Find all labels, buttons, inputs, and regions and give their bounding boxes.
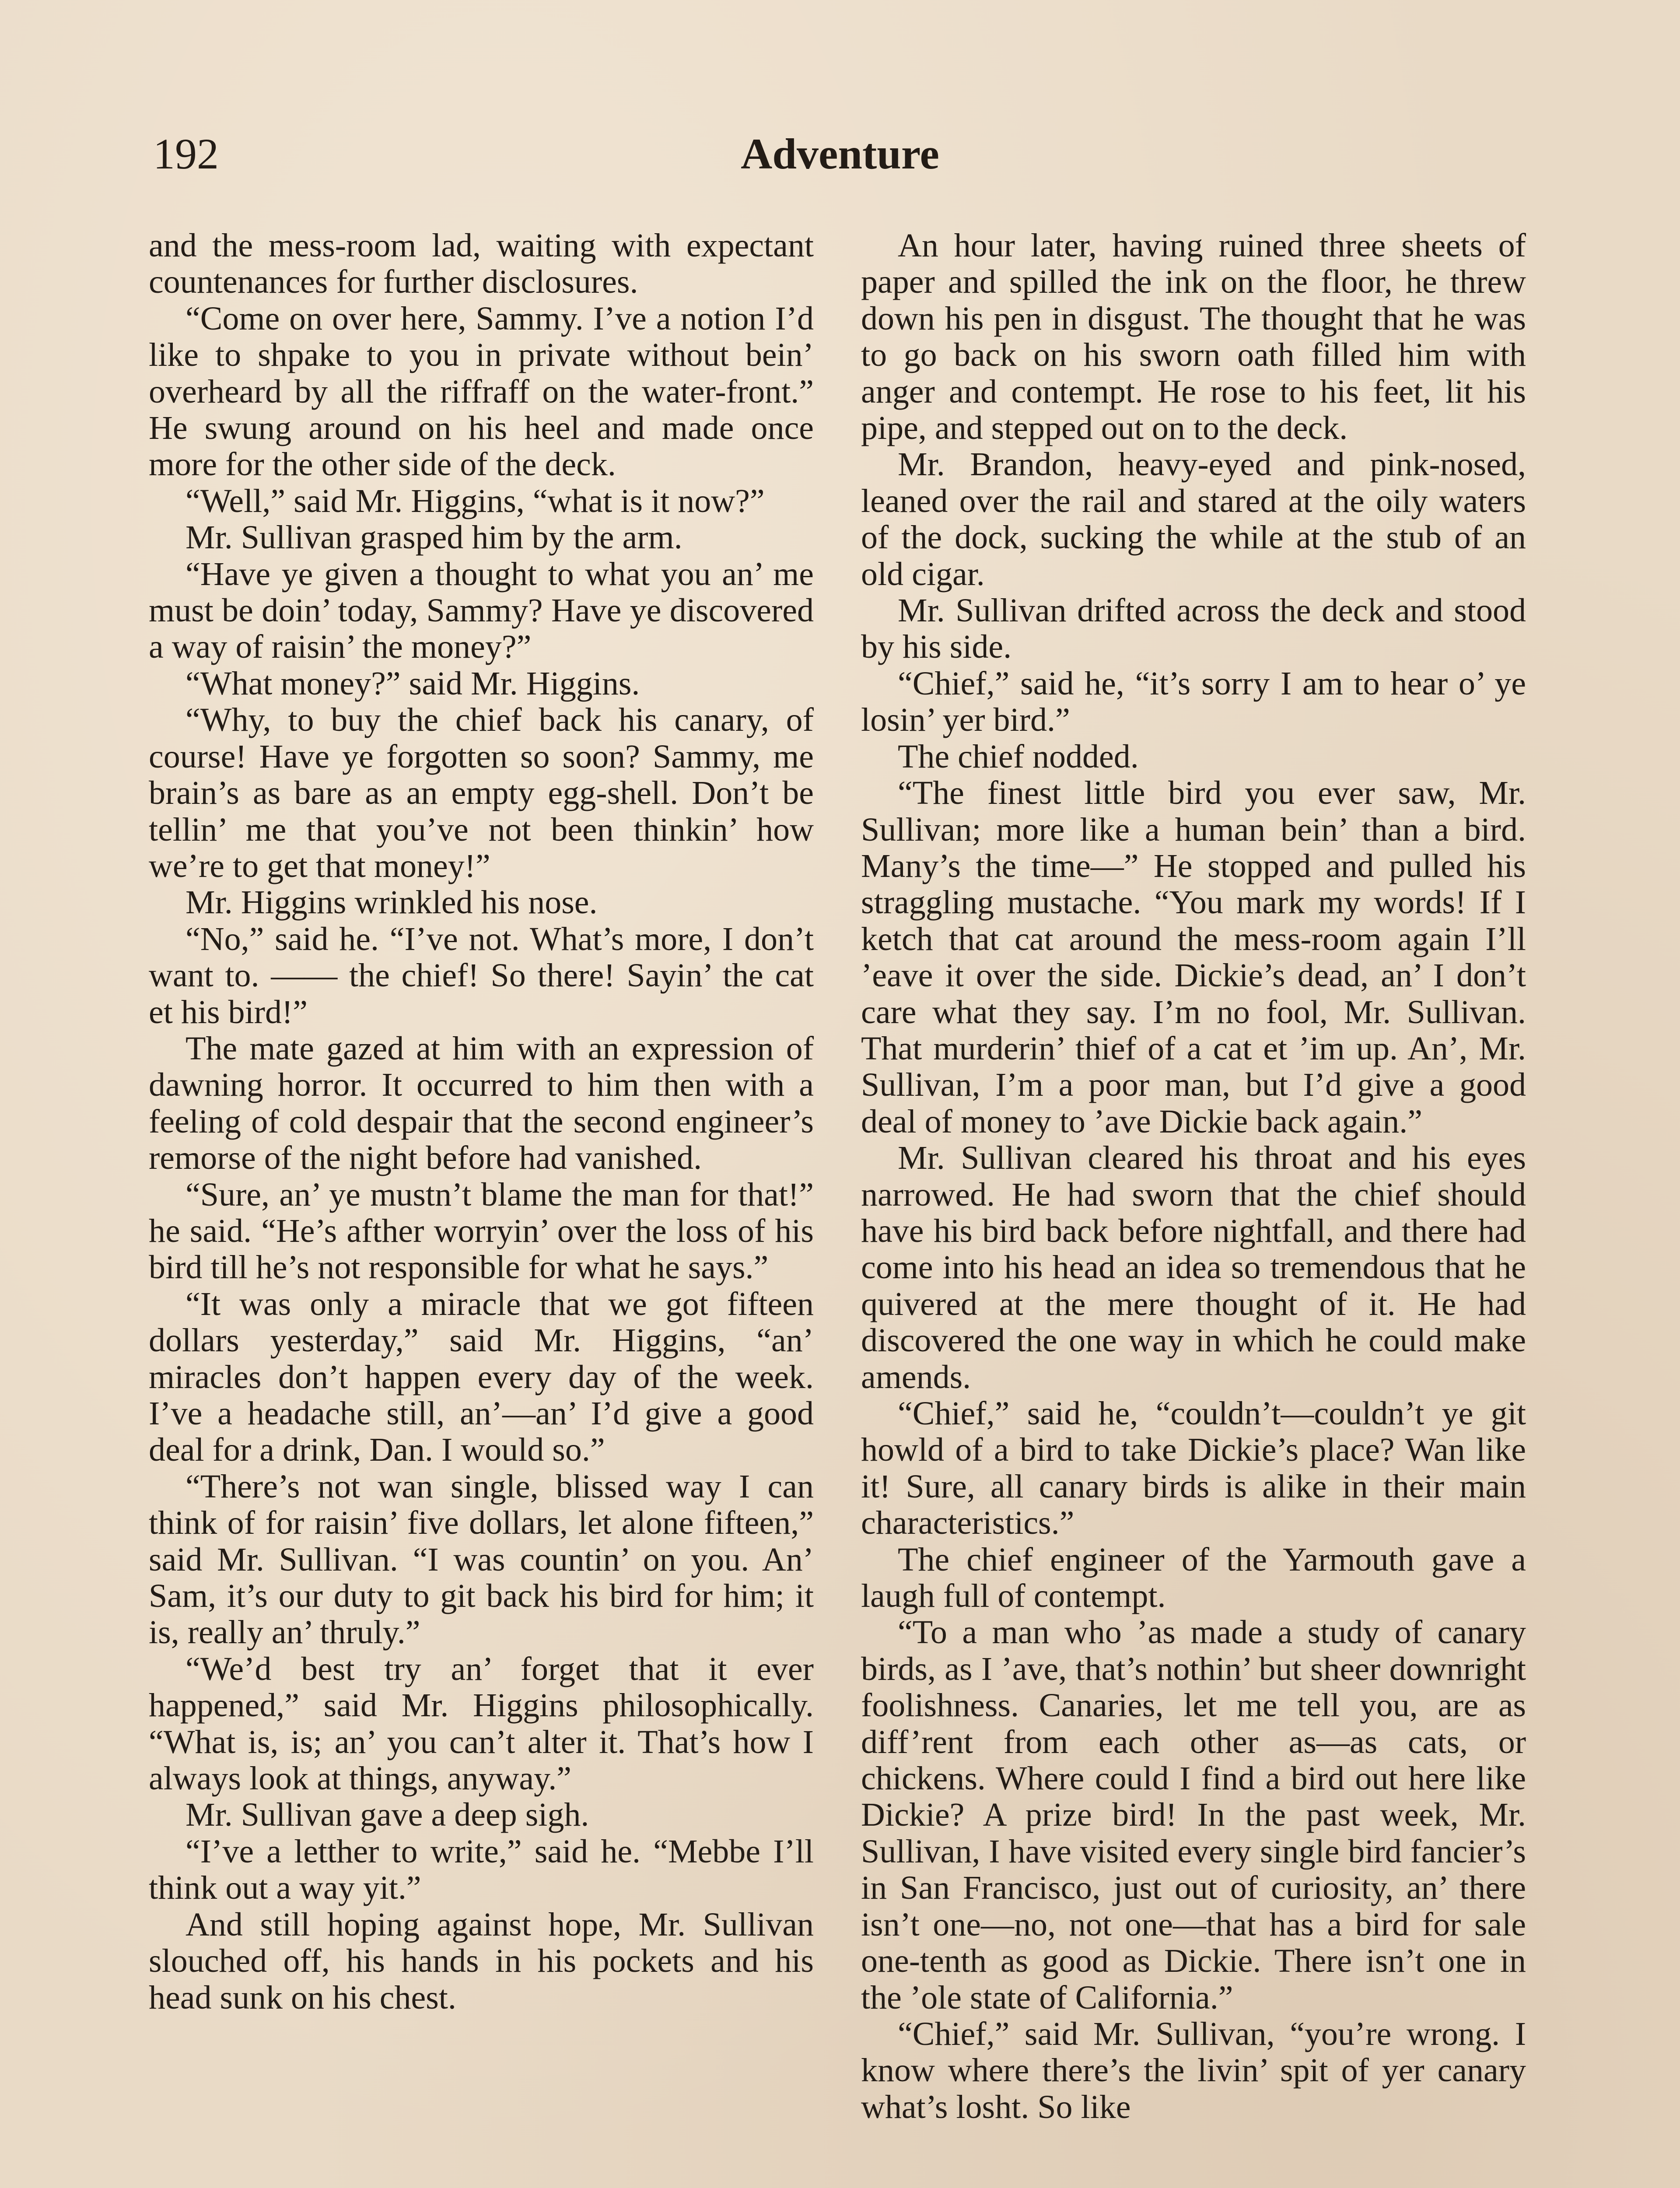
- paragraph: “The finest little bird you ever saw, Mr. Sullivan; more like a human bein’ than a bird. Many’s the time—” He stopped and pulled his straggling mustache. “You mark my words! If I ketch that cat around the mess-room again I’ll ’eave it over the side. Dickie’s dead, an’ I don’t care what they say. I’m no fool, Mr. Sullivan. That murderin’ thief of a cat et ’im up. An’, Mr. Sullivan, I’m a poor man, but I’d give a good deal of money to ’ave Dickie back again.”: [861, 775, 1526, 1140]
- paragraph: Mr. Brandon, heavy-eyed and pink-nosed, leaned over the rail and stared at the oily waters of the dock, sucking the while at the stub of an old cigar.: [861, 446, 1526, 593]
- right-column: [861, 228, 1526, 2125]
- paragraph: “No,” said he. “I’ve not. What’s more, I don’t want to. —— the chief! So there! Sayin’ the cat et his bird!”: [149, 920, 814, 1031]
- left-column: [149, 228, 814, 2016]
- paragraph: “Come on over here, Sammy. I’ve a notion I’d like to shpake to you in private without bein’ overheard by all the riffraff on the water-front.” He swung around on his heel and made once more for the other side of the deck.: [149, 300, 814, 483]
- paragraph: “It was only a miracle that we got fifteen dollars yesterday,” said Mr. Higgins, “an’ miracles don’t happen every day of the week. I’ve a headache still, an’—an’ I’d give a good deal for a drink, Dan. I would so.”: [149, 1285, 814, 1469]
- paragraph: And still hoping against hope, Mr. Sullivan slouched off, his hands in his pockets and his head sunk on his chest.: [149, 1906, 814, 2016]
- paragraph: An hour later, having ruined three sheets of paper and spilled the ink on the floor, he threw down his pen in disgust. The thought that he was to go back on his sworn oath filled him with anger and contempt. He rose to his feet, lit his pipe, and stepped out on to the deck.: [861, 227, 1526, 447]
- paragraph: “Why, to buy the chief back his canary, of course! Have ye forgotten so soon? Sammy, me brain’s as bare as an empty egg-shell. Don’t be tellin’ me that you’ve not been thinkin’ how we’re to get that money!”: [149, 701, 814, 884]
- paragraph: “What money?” said Mr. Higgins.: [186, 665, 640, 702]
- paragraph: “There’s not wan single, blissed way I can think of for raisin’ five dollars, let alone fifteen,” said Mr. Sullivan. “I was countin’ on you. An’ Sam, it’s our duty to git back his bird for him; it is, really an’ thruly.”: [149, 1468, 814, 1651]
- paragraph: “I’ve a letther to write,” said he. “Mebbe I’ll think out a way yit.”: [149, 1833, 814, 1907]
- paragraph: Mr. Sullivan cleared his throat and his eyes narrowed. He had sworn that the chief should have his bird back before nightfall, and there had come into his head an idea so tremendous that he quivered at the mere thought of it. He had discovered the one way in which he could make amends.: [861, 1140, 1526, 1396]
- paragraph: “Have ye given a thought to what you an’ me must be doin’ today, Sammy? Have ye discovered a way of raisin’ the money?”: [149, 555, 814, 666]
- paragraph: “Chief,” said Mr. Sullivan, “you’re wrong. I know where there’s the livin’ spit of yer canary what’s losht. So like: [861, 2015, 1526, 2125]
- paragraph: “Chief,” said he, “it’s sorry I am to hear o’ ye losin’ yer bird.”: [861, 665, 1526, 739]
- paragraph: Mr. Sullivan drifted across the deck and stood by his side.: [861, 592, 1526, 666]
- paragraph: “We’d best try an’ forget that it ever happened,” said Mr. Higgins philosophically. “What is, is; an’ you can’t alter it. That’s how I always look at things, anyway.”: [149, 1650, 814, 1797]
- paragraph: “Sure, an’ ye mustn’t blame the man for that!” he said. “He’s afther worryin’ over the loss of his bird till he’s not responsible for what he says.”: [149, 1176, 814, 1286]
- paragraph: “To a man who ’as made a study of canary birds, as I ’ave, that’s nothin’ but sheer downright foolishness. Canaries, let me tell you, are as diff’rent from each other as—as cats, or chickens. Where could I find a bird out here like Dickie? A prize bird! In the past week, Mr. Sullivan, I have visited every single bird fancier’s in San Francisco, just out of curiosity, an’ there isn’t one—no, not one—that has a bird for sale one-tenth as good as Dickie. There isn’t one in the ’ole state of California.”: [861, 1614, 1526, 2016]
- paragraph: Mr. Higgins wrinkled his nose.: [186, 884, 598, 921]
- paragraph: Mr. Sullivan gave a deep sigh.: [186, 1796, 589, 1834]
- paragraph: The mate gazed at him with an expression of dawning horror. It occurred to him then with a feeling of cold despair that the second engineer’s remorse of the night before had vanished.: [149, 1030, 814, 1177]
- page-number: 192: [153, 130, 219, 178]
- paragraph: “Well,” said Mr. Higgins, “what is it now?”: [186, 482, 765, 519]
- paragraph: “Chief,” said he, “couldn’t—couldn’t ye git howld of a bird to take Dickie’s place? Wan like it! Sure, all canary birds is alike in their main characteristics.”: [861, 1395, 1526, 1542]
- paragraph: Mr. Sullivan grasped him by the arm.: [186, 519, 682, 556]
- running-head-title: Adventure: [741, 130, 939, 178]
- paragraph: and the mess-room lad, waiting with expectant countenances for further disclosures.: [149, 227, 814, 301]
- paragraph: The chief engineer of the Yarmouth gave a laugh full of contempt.: [861, 1541, 1526, 1615]
- paragraph: The chief nodded.: [898, 738, 1139, 775]
